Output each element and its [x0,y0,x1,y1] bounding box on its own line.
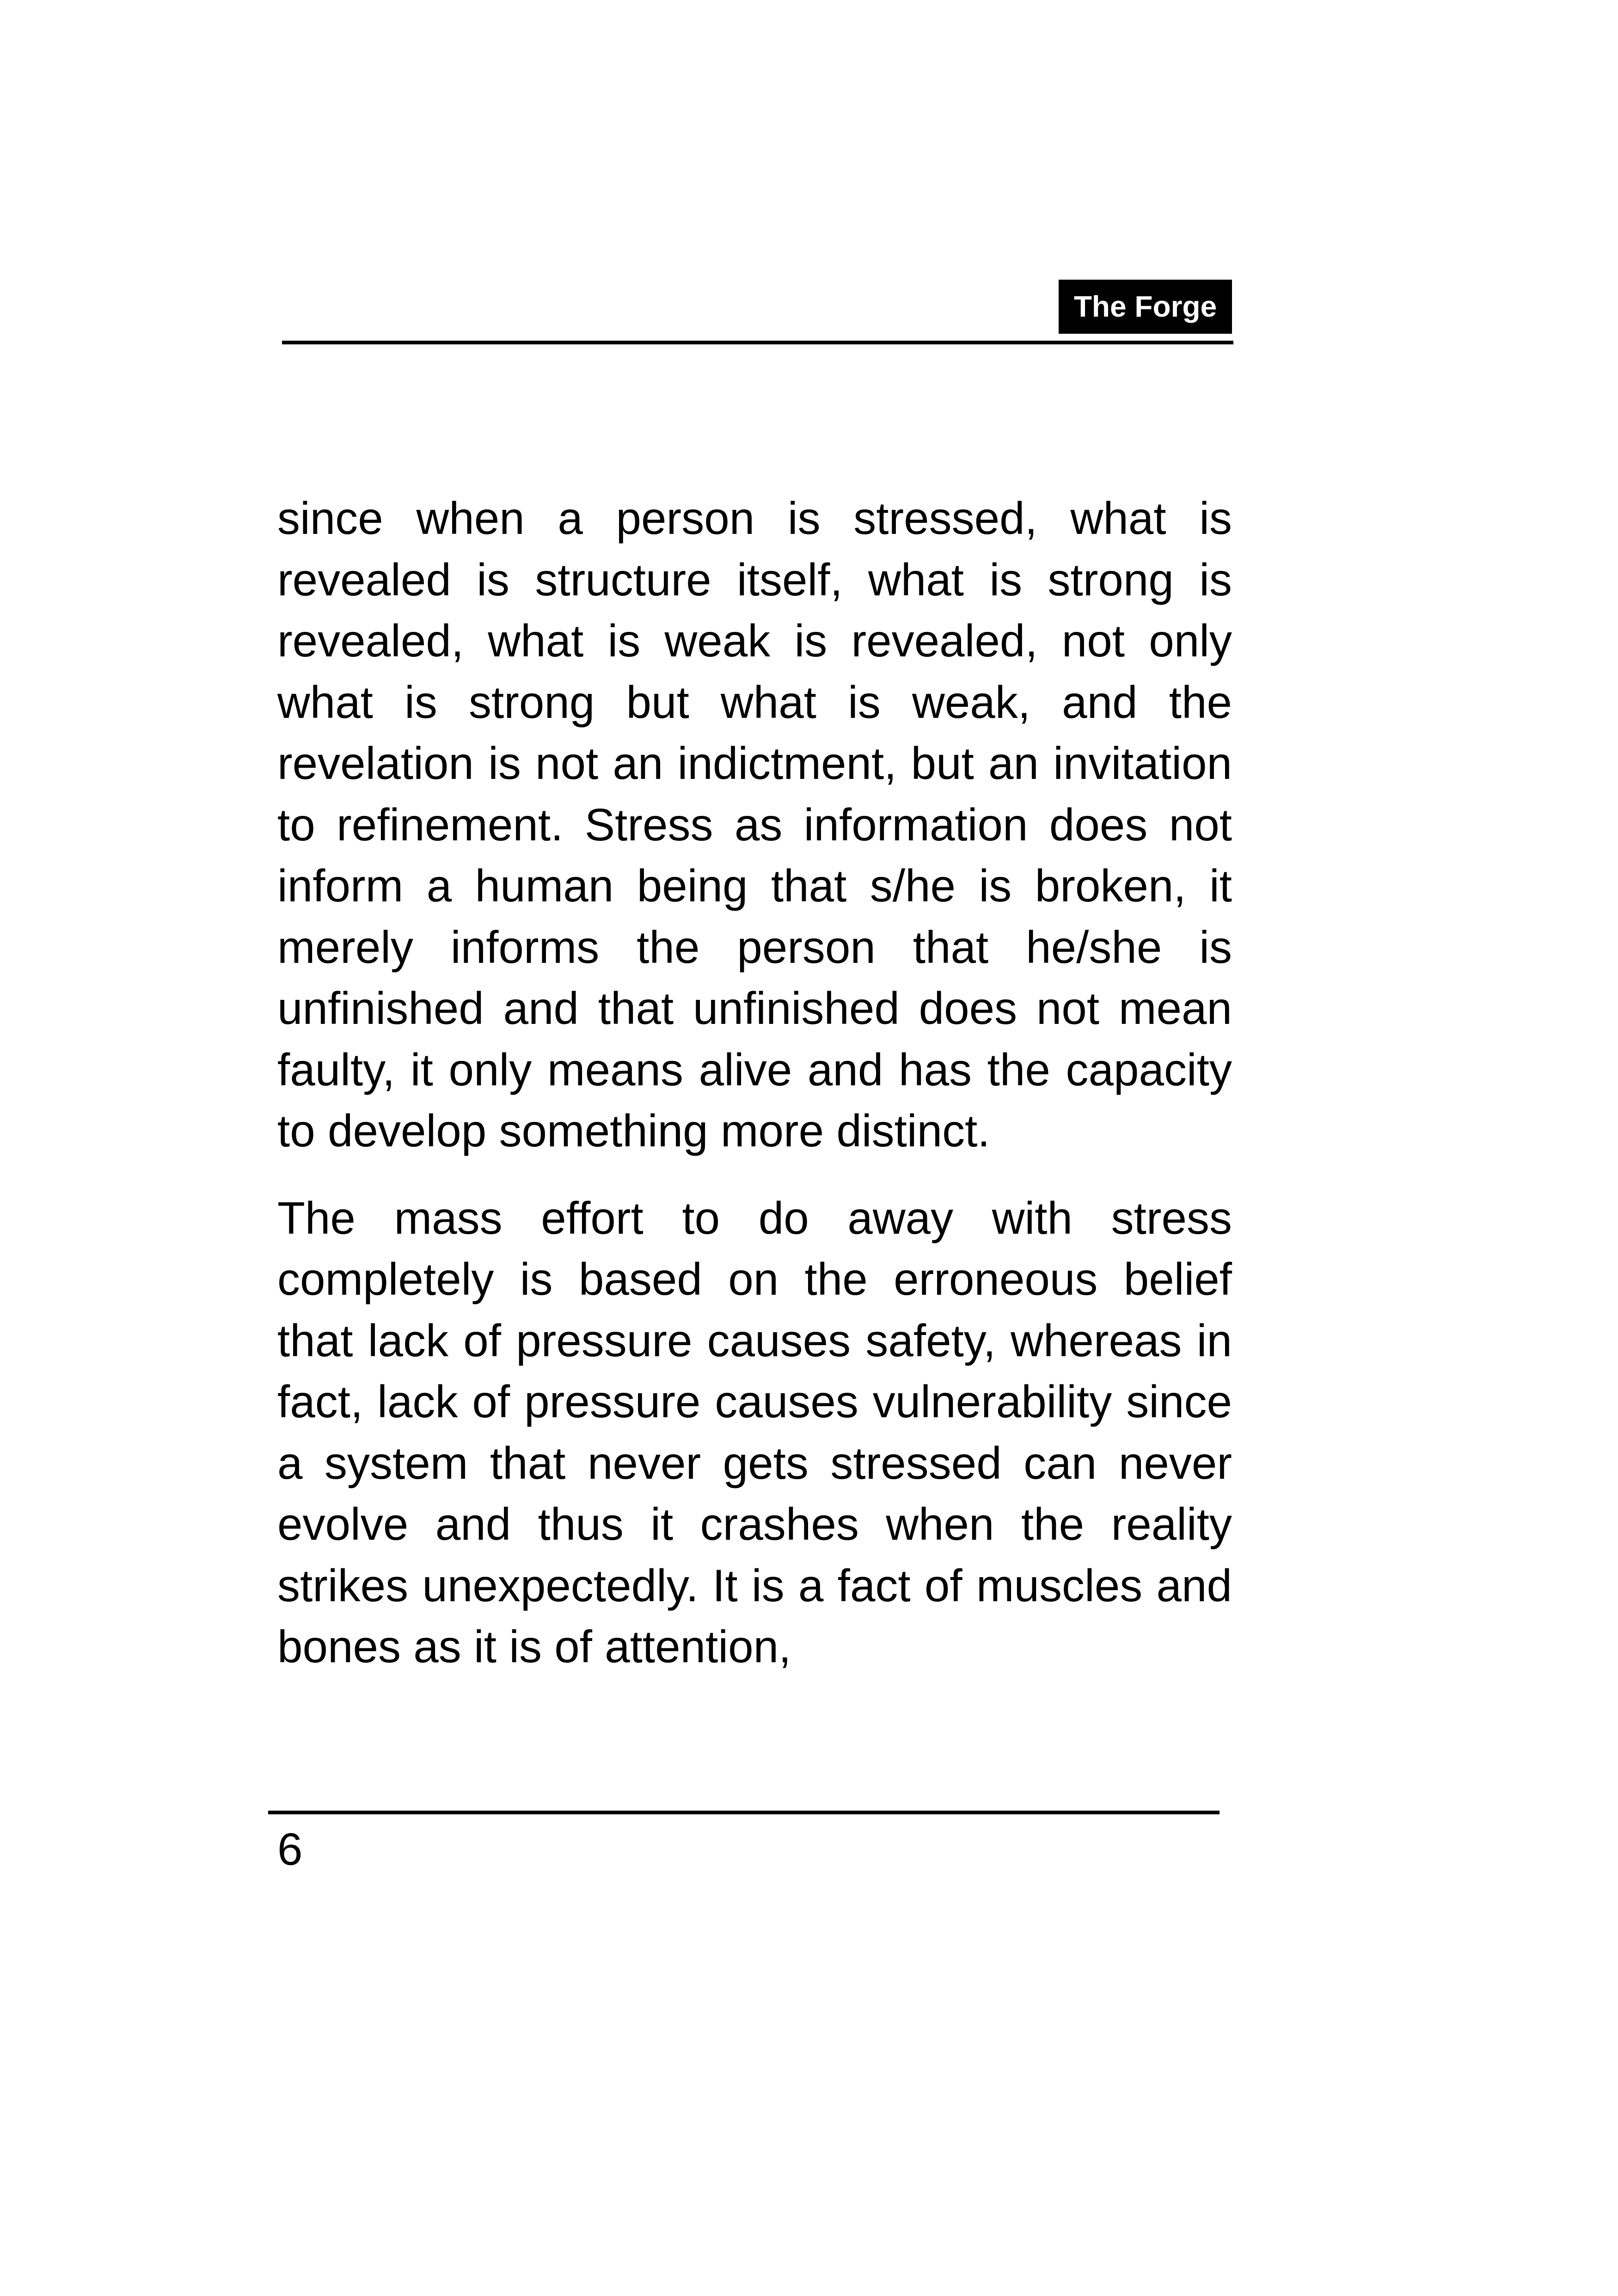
header-divider [282,341,1233,344]
running-header-title: The Forge [1059,280,1232,334]
body-paragraph-1: since when a person is stressed, what is revealed is structure itself, what is strong is revealed, what is weak is revealed, not only what is strong but what is weak, and the revelation is not an indictment, but an invitation to refinement. Stress as information does not inform a human being that s/he is broken, it merely informs the person that he/she is unfinished and that unfinished does not mean faulty, it only means alive and has the capacity to develop something more distinct. [277,493,1232,1156]
body-paragraph-2: The mass effort to do away with stress completely is based on the erroneous belief that lack of pressure causes safety, whereas in fact, lack of pressure causes vulnerability since a system that never gets stressed can never evolve and thus it crashes when the reality strikes unexpectedly. It is a fact of muscles and bones as it is of attention, [277,1192,1232,1672]
footer-divider [268,1811,1220,1814]
page-body [277,488,1232,1678]
page-number: 6 [277,1824,303,1874]
